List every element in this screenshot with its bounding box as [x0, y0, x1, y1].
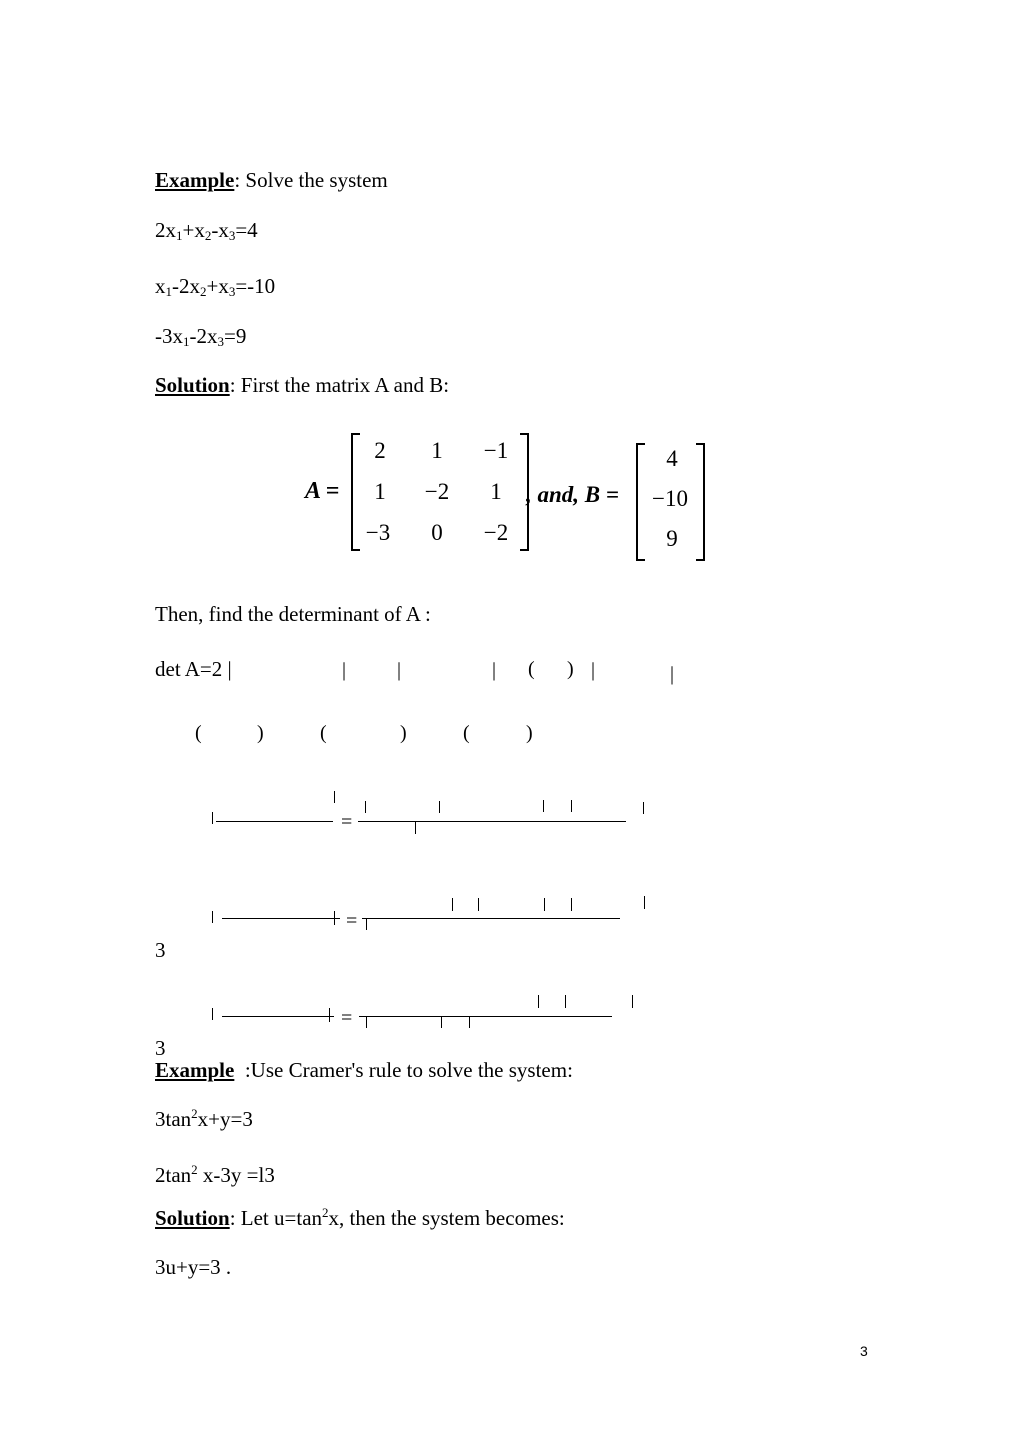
frac-bar [441, 1016, 442, 1028]
matrix-b-entry: 9 [666, 526, 678, 551]
equals: = [341, 811, 353, 833]
frac-bar [334, 791, 335, 803]
matrix-a-entry: 1 [490, 479, 502, 504]
det-bar: | [591, 659, 596, 681]
solution-text: : First the matrix A and B: [229, 373, 450, 397]
paren: ) [257, 722, 264, 744]
ex2-eq2-post: x-3y =l3 [197, 1163, 275, 1187]
eq1-term1: 2x [155, 218, 176, 242]
ex2-eq1-post: x+y=3 [197, 1107, 253, 1131]
eq1-sub3: 3 [228, 228, 236, 243]
numeral-3: 3 [155, 1036, 166, 1060]
frac-bar [452, 898, 453, 911]
matrix-a-entry: −2 [424, 479, 450, 504]
frac-bar [632, 995, 633, 1008]
equals: = [346, 910, 358, 932]
matrix-a-entry: −2 [483, 520, 509, 545]
example-label: Example [155, 168, 235, 192]
matrix-b-entry: −10 [652, 486, 688, 511]
eq2-sub3: 3 [228, 284, 236, 299]
ex2-eq2-sup: 2 [191, 1162, 198, 1177]
solution2-pre: : Let u=tan [229, 1206, 323, 1230]
det-paren: ( [528, 658, 535, 680]
page-number: 3 [860, 1343, 868, 1359]
eq1-sub1: 1 [176, 228, 183, 243]
eq3-sub2: 3 [217, 334, 224, 349]
example-heading [155, 167, 388, 193]
equation-3 [155, 323, 246, 349]
frac-bar [543, 800, 544, 812]
example2-equation-2 [155, 1162, 275, 1188]
eq1-sub2: 2 [204, 228, 212, 243]
eq2-rhs: =-10 [235, 274, 276, 298]
det-bar: | [342, 659, 347, 681]
matrix-a-entry: 1 [374, 479, 386, 504]
det-paren: ) [567, 658, 574, 680]
solution-heading [155, 372, 449, 398]
matrix-b-entry: 4 [666, 446, 678, 471]
det-bar: | [397, 659, 402, 681]
equation-2 [155, 273, 275, 299]
det-bar: | [492, 659, 497, 681]
matrix-a-label: A = [305, 478, 340, 504]
det-bar: | [670, 663, 675, 685]
eq1-term3: -x [211, 218, 229, 242]
matrix-connector: , and, B = [526, 482, 619, 507]
determinant-intro: Then, find the determinant of A : [155, 602, 431, 626]
eq3-term1: -3x [155, 324, 183, 348]
det-line [155, 656, 232, 682]
frac-bar [329, 1008, 330, 1022]
eq2-sub2: 2 [200, 284, 207, 299]
frac-bar [334, 911, 335, 925]
eq1-term2: +x [182, 218, 205, 242]
equation-1 [155, 217, 258, 243]
frac-bar [571, 800, 572, 812]
eq3-rhs: =9 [224, 324, 247, 348]
frac-line [362, 918, 620, 919]
frac-bar [365, 801, 366, 813]
solution-label: Solution [155, 1206, 230, 1230]
frac-line [222, 1016, 334, 1017]
matrix-a-entry: −3 [365, 520, 391, 545]
matrix-b-right-bracket [696, 444, 704, 560]
ex2-eq1-pre: 3tan [155, 1107, 192, 1131]
frac-bar [469, 1016, 470, 1028]
example2-equation-1 [155, 1106, 253, 1132]
eq2-term1: x [155, 274, 166, 298]
matrix-a-entry: 1 [431, 438, 443, 463]
eq1-rhs: =4 [235, 218, 258, 242]
eq2-sub1: 1 [165, 284, 172, 299]
frac-bar [366, 918, 367, 930]
eq3-sub1: 1 [183, 334, 190, 349]
matrix-a-entry: 2 [374, 438, 386, 463]
example-text: :Use Cramer's rule to solve the system: [244, 1058, 573, 1082]
paren: ( [463, 722, 470, 744]
frac-line [222, 918, 340, 919]
paren: ) [400, 722, 407, 744]
frac-bar [644, 896, 645, 909]
frac-bar [544, 898, 545, 911]
solution2-post: x, then the system becomes: [328, 1206, 565, 1230]
frac-bar [643, 802, 644, 814]
frac-bar [478, 898, 479, 911]
frac-bar [212, 911, 213, 923]
matrix-figure [300, 422, 730, 582]
frac-bar [439, 801, 440, 813]
example-label: Example [155, 1058, 235, 1082]
paren: ( [195, 722, 202, 744]
frac-bar [415, 822, 416, 834]
eq2-term2: -2x [172, 274, 200, 298]
numeral-3: 3 [155, 938, 166, 962]
ex2-eq1-sup: 2 [191, 1106, 198, 1121]
ex2-eq2-pre: 2tan [155, 1163, 192, 1187]
det-prefix: det A=2 | [155, 657, 232, 681]
frac-line [216, 821, 333, 822]
eq2-term3: +x [206, 274, 229, 298]
frac-line [359, 1016, 612, 1017]
paren: ( [320, 722, 327, 744]
solution2-sup: 2 [322, 1205, 329, 1220]
example2-heading [155, 1057, 573, 1083]
solution-label: Solution [155, 373, 230, 397]
frac-line [358, 821, 626, 822]
frac-bar [571, 898, 572, 911]
frac-bar [212, 1008, 213, 1020]
matrix-b-left-bracket [637, 444, 645, 560]
matrix-a-entry: −1 [483, 438, 509, 463]
equals: = [341, 1007, 353, 1029]
frac-bar [565, 995, 566, 1008]
paren: ) [526, 722, 533, 744]
solution2-equation: 3u+y=3 . [155, 1255, 232, 1279]
frac-bar [212, 812, 213, 824]
eq3-term2: -2x [189, 324, 218, 348]
matrix-a-left-bracket [352, 434, 360, 550]
example-text: : Solve the system [234, 168, 388, 192]
solution2-heading [155, 1205, 565, 1231]
frac-bar [538, 995, 539, 1008]
matrix-a-entry: 0 [431, 520, 443, 545]
frac-bar [366, 1016, 367, 1028]
